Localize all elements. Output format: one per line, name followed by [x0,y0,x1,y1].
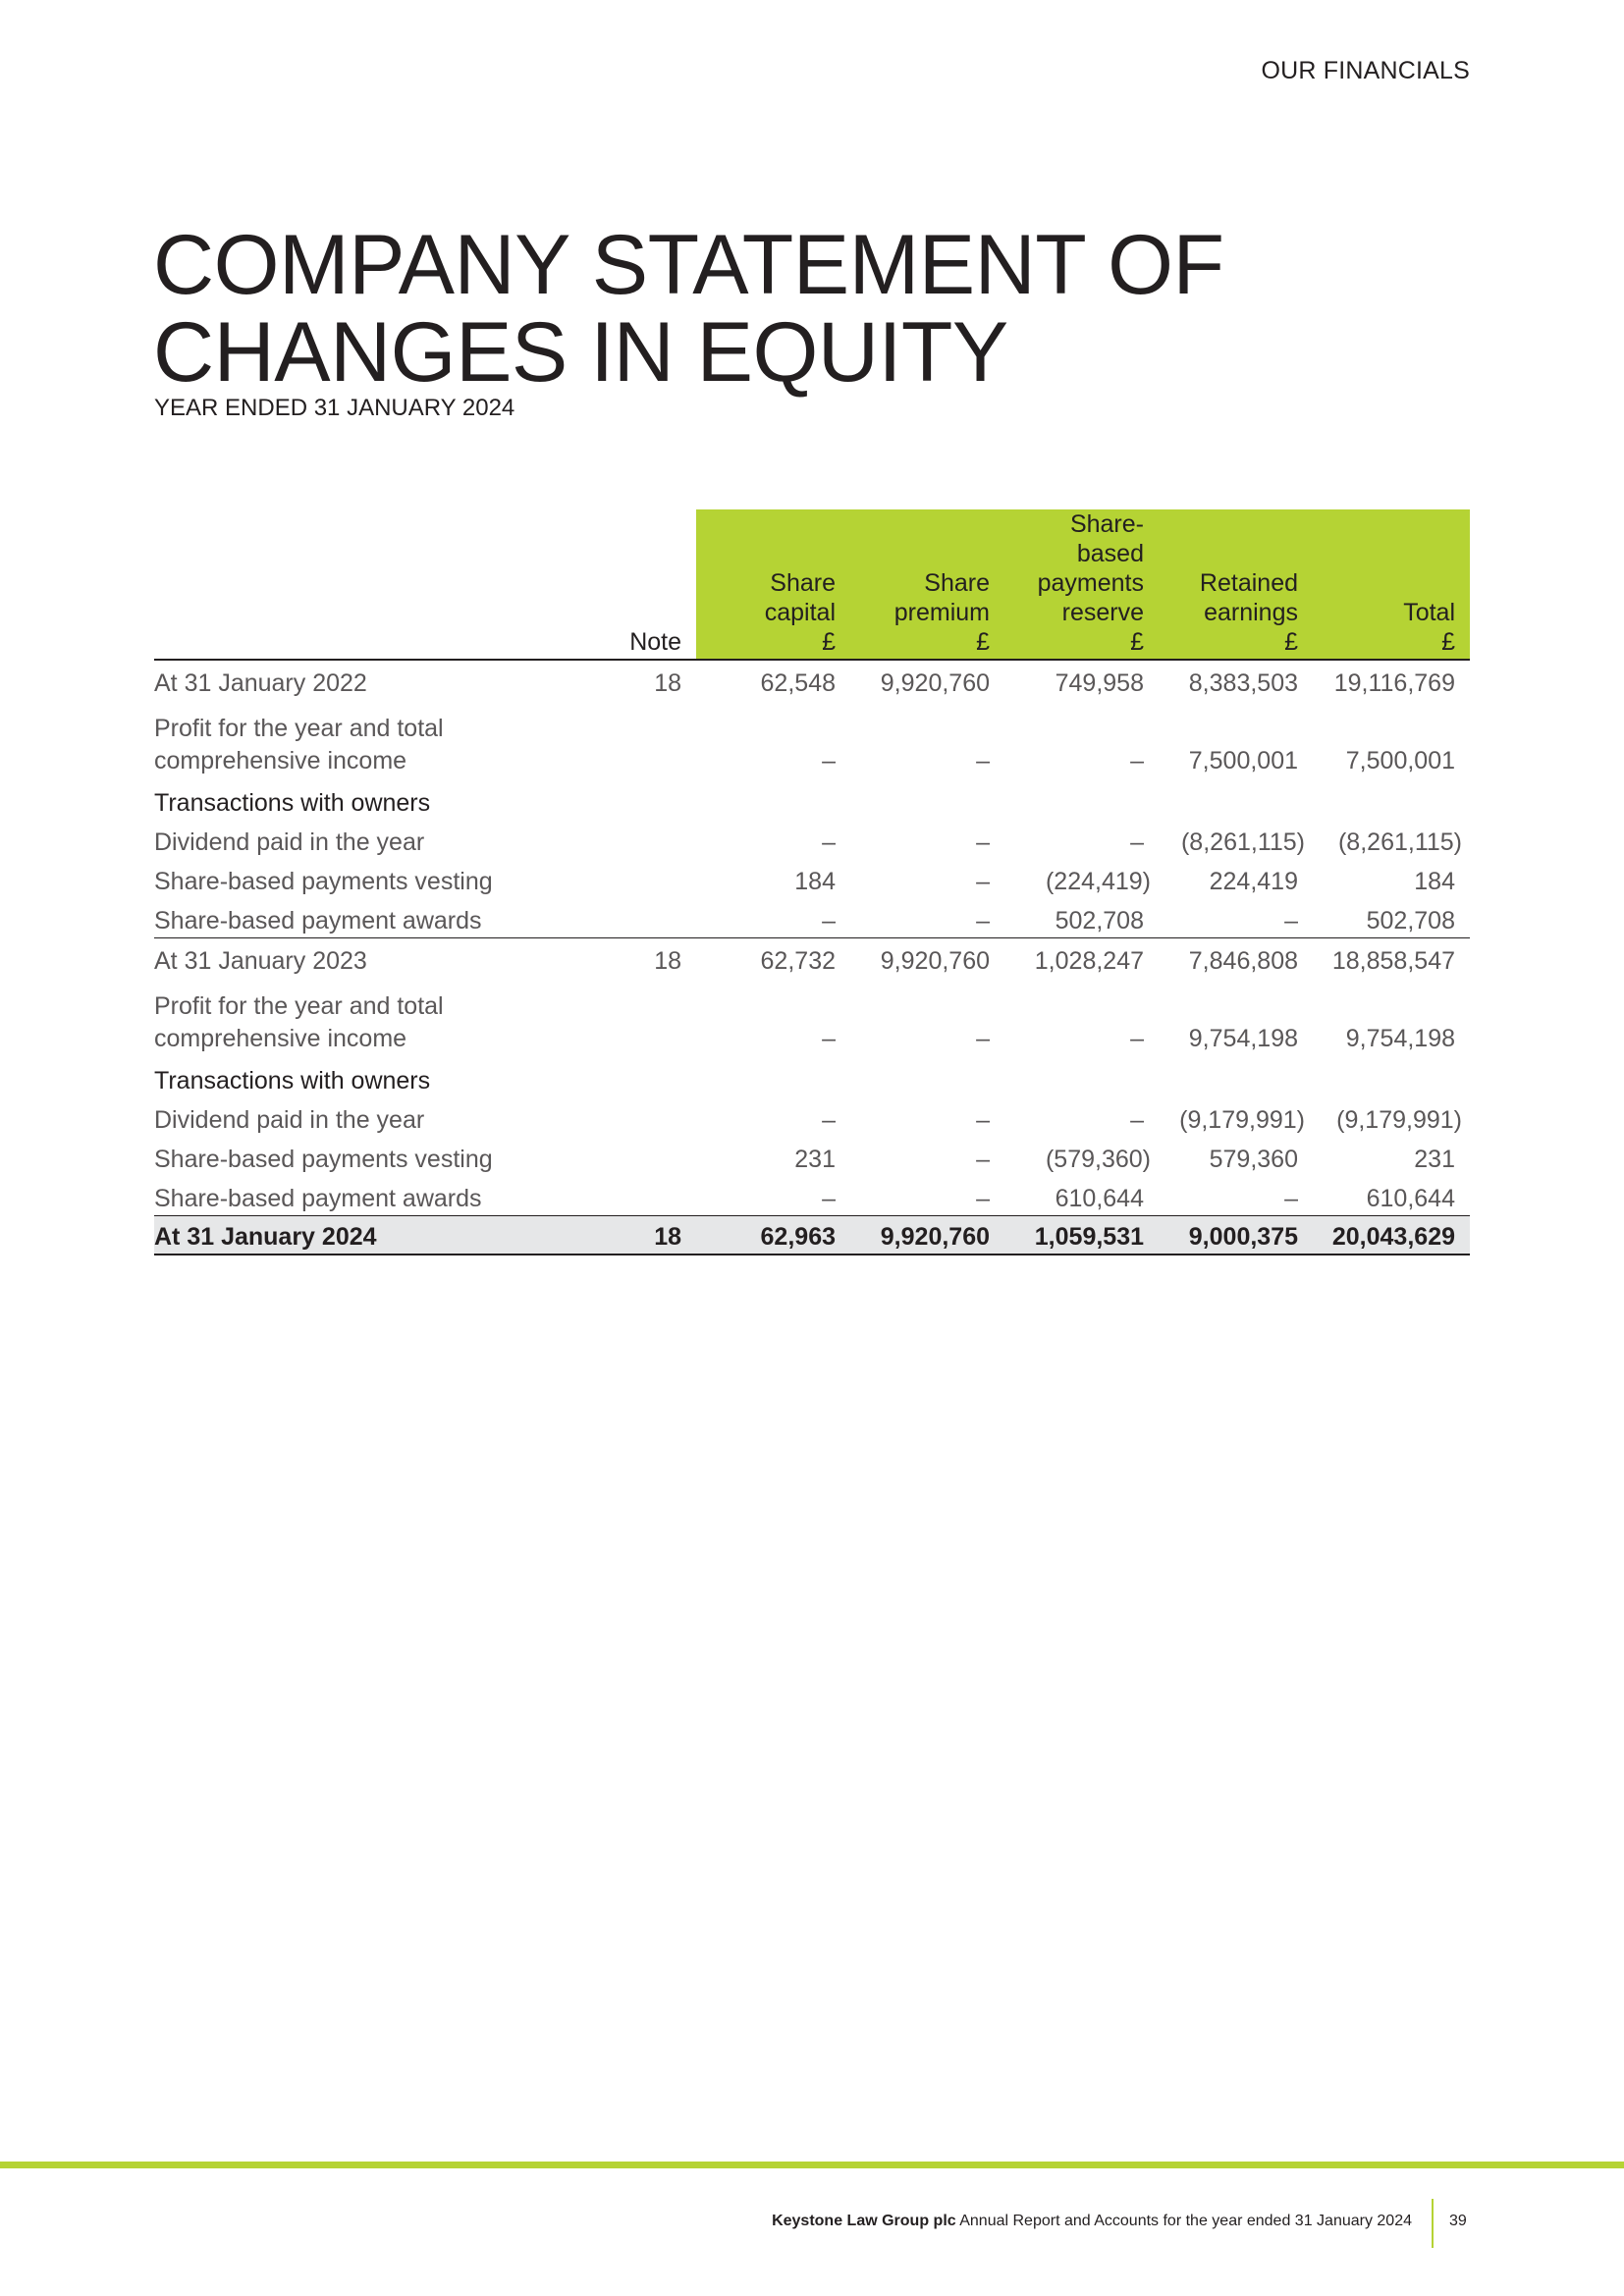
table-total-row: At 31 January 2024 18 62,963 9,920,760 1,059,531 9,000,375 20,043,629 [154,1216,1470,1255]
table-group-heading: Transactions with owners [154,789,431,817]
table-row: At 31 January 2022 18 62,548 9,920,760 749,958 8,383,503 19,116,769 [154,669,1455,697]
column-header-label [154,509,547,660]
table-row: Dividend paid in the year – – – (8,261,115) (8,261,115) [154,828,1462,856]
column-header-share-capital: Share capital £ [696,509,850,660]
table-row: Share-based payments vesting 184 – (224,419) 224,419 184 [154,868,1455,895]
footer-divider [1432,2199,1434,2248]
table-header-row [154,509,1470,660]
table-row: Share-based payment awards – – 610,644 – 610,644 [154,1176,1470,1216]
column-header-share-premium: Share premium £ [850,509,1004,660]
footer-accent-bar [0,2162,1624,2168]
column-header-total: Total £ [1313,509,1470,660]
page-number: 39 [1449,2213,1467,2229]
table-row: At 31 January 2023 18 62,732 9,920,760 1,028,247 7,846,808 18,858,547 [154,947,1455,975]
table-row: Share-based payments vesting 231 – (579,360) 579,360 231 [154,1146,1455,1173]
table-row: Share-based payment awards – – 502,708 – 502,708 [154,898,1470,938]
table-row: Profit for the year and total comprehensive income – – – 7,500,001 7,500,001 [154,715,1455,774]
footer-company: Keystone Law Group plc [772,2213,956,2229]
section-label: OUR FINANCIALS [1261,57,1470,84]
page-subtitle: YEAR ENDED 31 JANUARY 2024 [154,395,515,421]
column-header-retained-earnings: Retained earnings £ [1159,509,1313,660]
table-row: Dividend paid in the year – – – (9,179,991) (9,179,991) [154,1106,1462,1134]
page-title [153,218,1224,400]
column-header-share-based-payments-reserve: Share-based payments reserve £ [1004,509,1159,660]
column-header-note: Note [547,509,696,660]
page-title-line-2: CHANGES IN EQUITY [153,305,1008,400]
equity-statement-table [154,509,1470,1255]
footer-text [772,2213,1412,2230]
table-group-heading: Transactions with owners [154,1067,431,1095]
page-title-line-1: COMPANY STATEMENT OF [153,218,1224,312]
table-row: Profit for the year and total comprehensive income – – – 9,754,198 9,754,198 [154,992,1455,1052]
footer-report-title: Annual Report and Accounts for the year ended 31 January 2024 [955,2213,1412,2229]
